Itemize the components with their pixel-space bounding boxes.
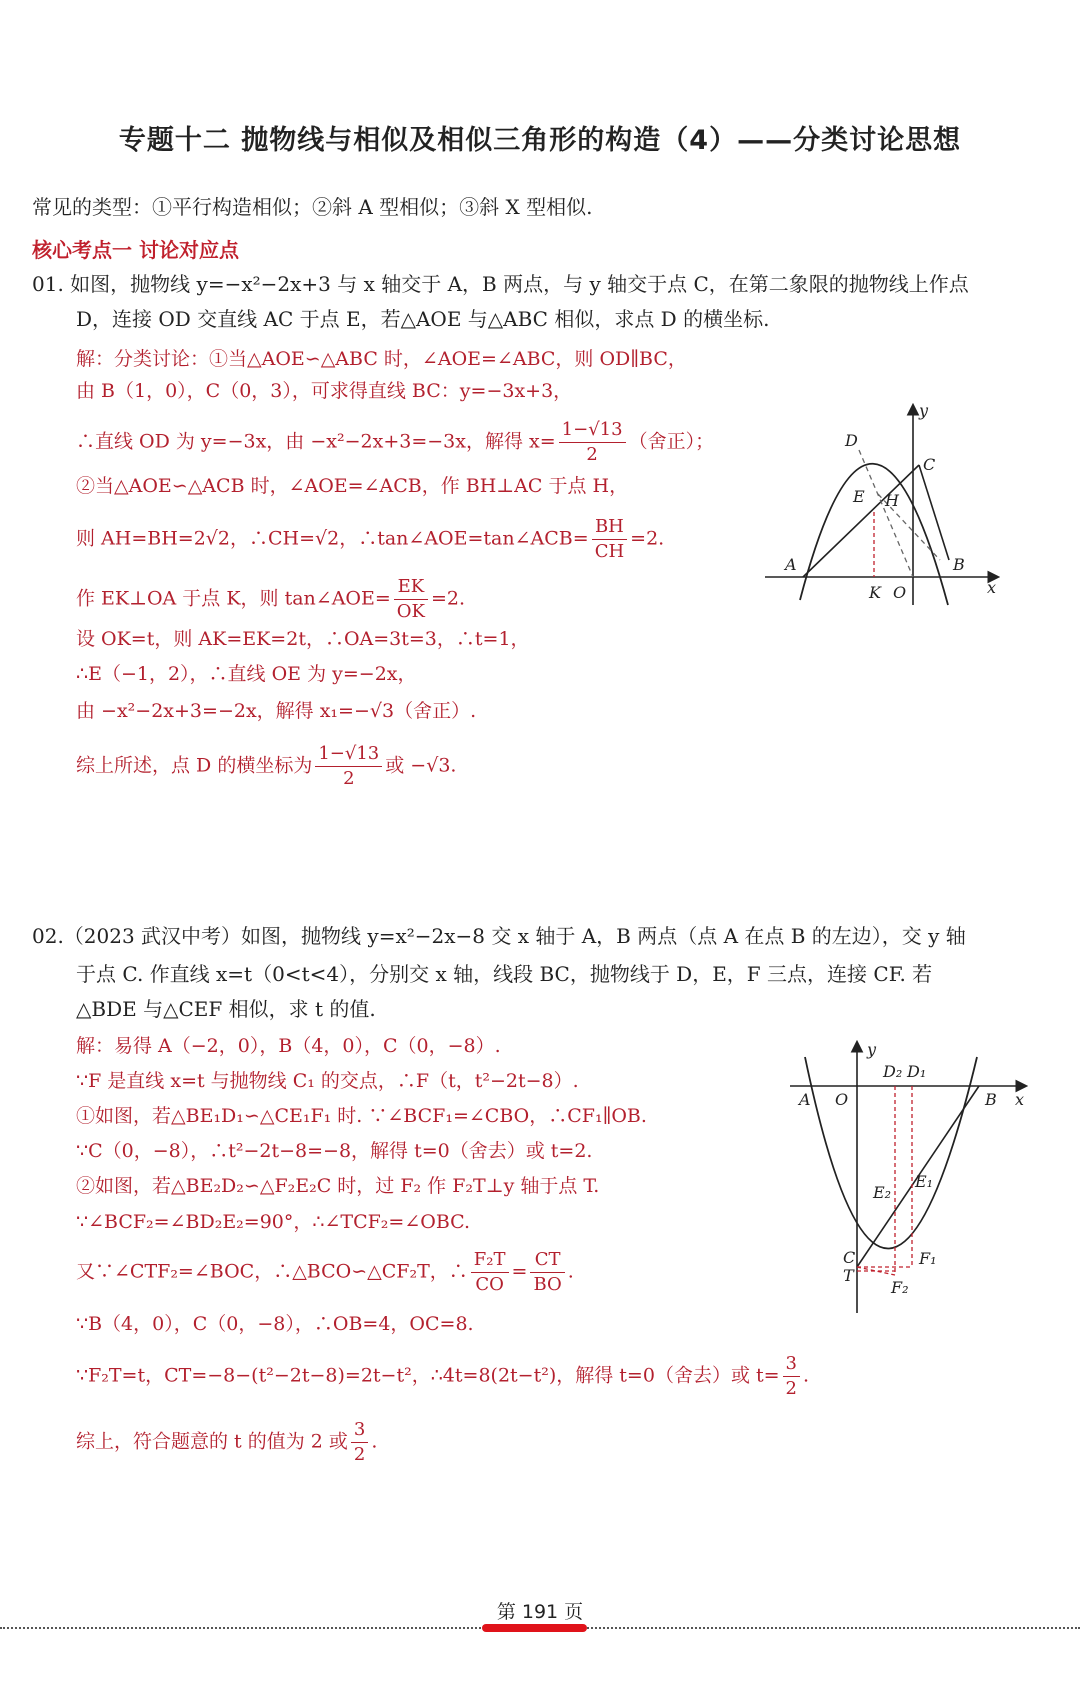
p1-solution-line: 由 −x²−2x+3=−2x，解得 x₁=−√3（舍正）. [76, 700, 477, 722]
p1-question-line2: D，连接 OD 交直线 AC 于点 E，若△AOE 与△ABC 相似，求点 D 的横坐标. [76, 307, 770, 331]
line-cb [919, 465, 949, 560]
p2-solution-line: ∵F 是直线 x=t 与抛物线 C₁ 的交点，∴F（t，t²−2t−8）. [76, 1070, 579, 1092]
p2-solution-line: 解：易得 A（−2，0），B（4，0），C（0，−8）. [76, 1035, 501, 1057]
label-c: C [843, 1248, 856, 1267]
label-f2: F₂ [891, 1278, 909, 1297]
p1-solution-line: 解：分类讨论：①当△AOE∽△ABC 时，∠AOE=∠ABC，则 OD∥BC， [76, 348, 687, 370]
label-y: y [867, 1040, 877, 1059]
label-k: K [869, 583, 881, 602]
label-f1: F₁ [919, 1249, 937, 1268]
fraction: $\frac{3}{2}$ [351, 1418, 368, 1467]
p2-solution-line: 又∵∠CTF₂=∠BOC，∴△BCO∽△CF₂T，∴ $\frac{\text{F₂T}}{CO}$ = $\frac{CT}{BO}$ . [76, 1249, 574, 1295]
page-title: 专题十二 抛物线与相似及相似三角形的构造（4）——分类讨论思想 [118, 125, 962, 156]
label-e1: E₁ [915, 1172, 934, 1191]
p1-solution-line: ②当△AOE∽△ACB 时，∠AOE=∠ACB，作 BH⊥AC 于点 H， [76, 475, 629, 497]
p2-question-line1: 02.（2023 武汉中考）如图，抛物线 y=x²−2x−8 交 x 轴于 A，B 两点（点 A 在点 B 的左边），交 y 轴 [32, 924, 966, 948]
page-number: 第 191 页 [496, 1601, 584, 1623]
label-c: C [923, 455, 936, 474]
p1-solution-line: 由 B（1，0），C（0，3），可求得直线 BC：y=−3x+3， [76, 380, 573, 402]
label-y: y [919, 401, 929, 420]
label-a: A [785, 555, 797, 574]
fraction: $\frac{3}{2}$ [783, 1352, 800, 1401]
label-b: B [953, 555, 965, 574]
p2-question-line2: 于点 C. 作直线 x=t（0<t<4），分别交 x 轴，线段 BC，抛物线于 D，E，F 三点，连接 CF. 若 [76, 962, 933, 986]
label-d1: D₁ [907, 1062, 927, 1081]
p1-solution-line: 设 OK=t，则 AK=EK=2t，∴OA=3t=3，∴t=1， [76, 628, 530, 650]
label-e2: E₂ [873, 1183, 892, 1202]
label-x: x [987, 578, 997, 597]
fraction: $\frac{\text{F₂T}}{CO}$ [471, 1248, 509, 1297]
label-h: H [885, 491, 899, 510]
line-ac [803, 465, 919, 577]
p1-question-line1: 01. 如图，抛物线 y=−x²−2x+3 与 x 轴交于 A，B 两点，与 y 轴交于点 C，在第二象限的抛物线上作点 [32, 272, 969, 296]
line-cf2-dashed [857, 1267, 895, 1275]
footer-red-marker [482, 1624, 587, 1632]
p2-solution-line: ∵C（0，−8），∴t²−2t−8=−8，解得 t=0（舍去）或 t=2. [76, 1140, 593, 1162]
p1-solution-line: ∴E（−1，2），∴直线 OE 为 y=−2x， [76, 663, 417, 685]
intro-line: 常见的类型：①平行构造相似；②斜 A 型相似；③斜 X 型相似. [32, 195, 593, 219]
p1-solution-line: 作 EK⊥OA 于点 K，则 tan∠AOE= $\frac{EK}{OK}$ =2. [76, 576, 466, 622]
p2-question-line3: △BDE 与△CEF 相似，求 t 的值. [76, 997, 376, 1021]
p2-solution-line: ②如图，若△BE₂D₂∽△F₂E₂C 时，过 F₂ 作 F₂T⊥y 轴于点 T. [76, 1175, 600, 1197]
p2-solution-line: 综上，符合题意的 t 的值为 2 或 $\frac{3}{2}$ . [76, 1419, 378, 1465]
label-d2: D₂ [883, 1062, 903, 1081]
fraction: $\frac{BH}{CH}$ [592, 515, 627, 564]
label-o: O [835, 1090, 849, 1109]
fraction: $\frac{EK}{OK}$ [394, 575, 428, 624]
label-a: A [799, 1090, 811, 1109]
label-d: D [845, 431, 858, 450]
fraction: $\frac{1-√13}{2}$ [315, 742, 382, 791]
figure-2-parabola [785, 1035, 1030, 1315]
figure-1-parabola [765, 400, 1005, 610]
p2-solution-line: ∵∠BCF₂=∠BD₂E₂=90°，∴∠TCF₂=∠OBC. [76, 1211, 471, 1233]
p2-solution-line: ∵F₂T=t，CT=−8−(t²−2t−8)=2t−t²，∴4t=8(2t−t²)，解得 t=0（舍去）或 t= $\frac{3}{2}$ . [76, 1353, 810, 1399]
label-o: O [893, 583, 907, 602]
p1-solution-line: 则 AH=BH=2√2，∴CH=√2，∴tan∠AOE=tan∠ACB= $\frac{BH}{CH}$ =2. [76, 516, 665, 562]
fraction: $\frac{CT}{BO}$ [530, 1248, 564, 1297]
core-heading: 核心考点一 讨论对应点 [32, 238, 239, 262]
label-e: E [853, 487, 865, 506]
p1-solution-line: 综上所述，点 D 的横坐标为 $\frac{1-√13}{2}$ 或 −√3. [76, 743, 457, 789]
p2-solution-line: ①如图，若△BE₁D₁∽△CE₁F₁ 时. ∵∠BCF₁=∠CBO，∴CF₁∥OB. [76, 1105, 647, 1127]
label-b: B [985, 1090, 997, 1109]
p2-solution-line: ∵B（4，0），C（0，−8），∴OB=4，OC=8. [76, 1313, 474, 1335]
label-t: T [843, 1266, 854, 1285]
p1-solution-line: ∴直线 OD 为 y=−3x，由 −x²−2x+3=−3x，解得 x= $\frac{1-√13}{2}$ （舍正）； [76, 419, 715, 465]
label-x: x [1015, 1090, 1025, 1109]
fraction: $\frac{1-√13}{2}$ [559, 418, 626, 467]
